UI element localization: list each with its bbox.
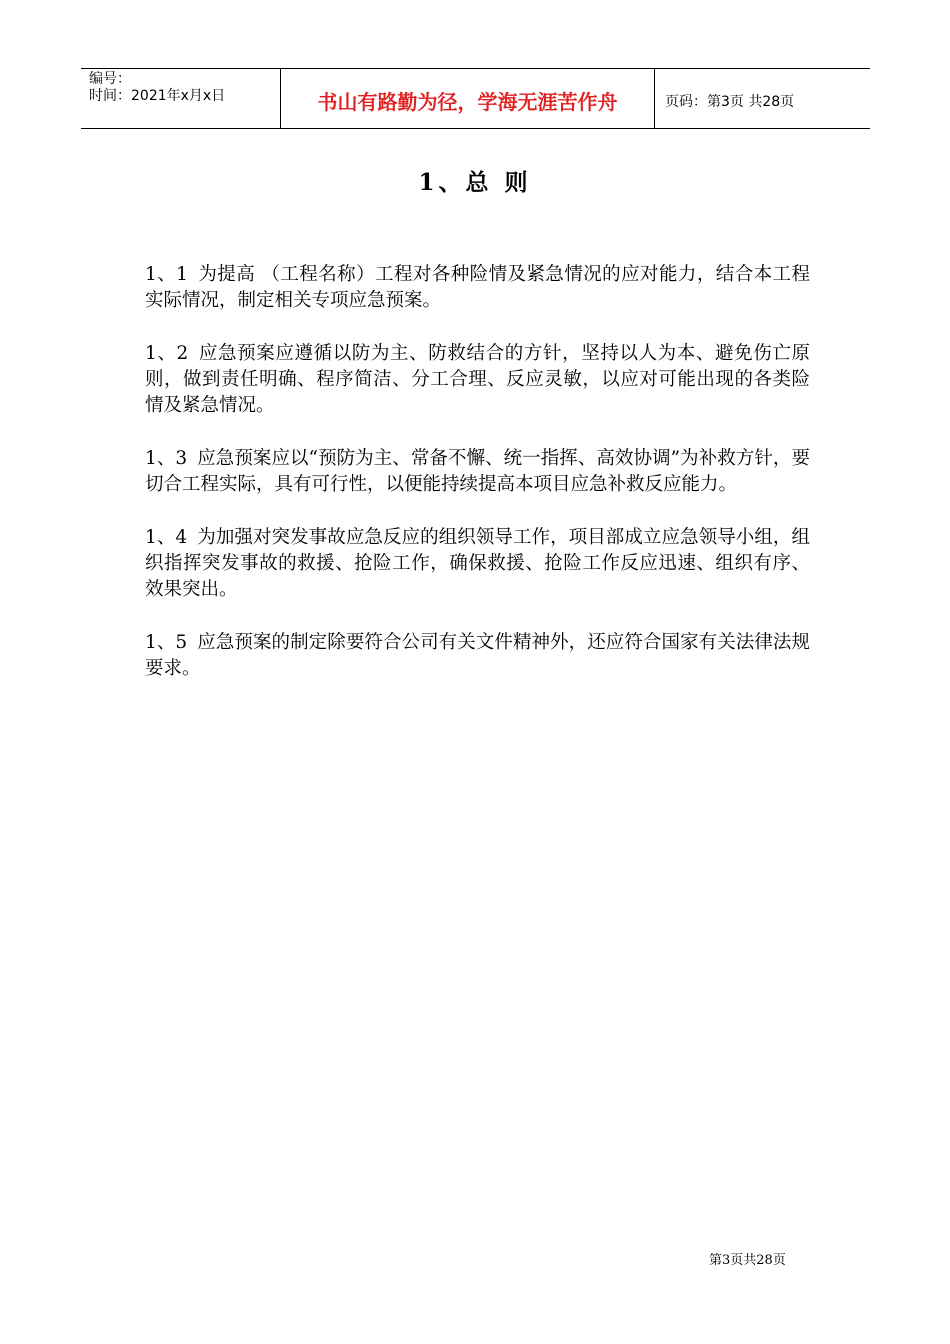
- section-paragraph: [145, 525, 810, 603]
- section-paragraph: [145, 262, 810, 314]
- header-page-label: 页码：第3页 共28页: [665, 93, 795, 110]
- section-text: 应急预案应遵循以防为主、防救结合的方针，坚持以人为本、避免伤亡原则，做到责任明确、程序简洁、分工合理、反应灵敏，以应对可能出现的各类险情及紧急情况。: [145, 343, 810, 416]
- section-text: 为加强对突发事故应急反应的组织领导工作，项目部成立应急领导小组，组织指挥突发事故的救援、抢险工作，确保救援、抢险工作反应迅速、组织有序、效果突出。: [145, 527, 810, 600]
- section-text: 应急预案的制定除要符合公司有关文件精神外，还应符合国家有关法律法规要求。: [145, 632, 810, 679]
- section-text: 为提高 （工程名称）工程对各种险情及紧急情况的应对能力，结合本工程实际情况，制定相关专项应急预案。: [145, 264, 810, 311]
- number-label: 编号：: [89, 71, 131, 87]
- section-number: 1、1: [145, 264, 188, 285]
- section-paragraph: [145, 630, 810, 682]
- section-paragraph: [145, 446, 810, 498]
- page-footer: 第3页共28页: [709, 1253, 786, 1268]
- section-text: 应急预案应以“预防为主、常备不懈、统一指挥、高效协调”为补救方针，要切合工程实际，具有可行性，以便能持续提高本项目应急补救反应能力。: [145, 448, 810, 495]
- document-body: [145, 262, 810, 709]
- section-number: 1、5: [145, 632, 188, 653]
- header-motto: 书山有路勤为径，学海无涯苦作舟: [281, 69, 655, 128]
- section-number: 1、4: [145, 527, 188, 548]
- time-label: 时间：2021年x月x日: [89, 88, 226, 104]
- header-meta: [81, 69, 281, 128]
- page-header: [81, 68, 870, 129]
- section-number: 1、3: [145, 448, 188, 469]
- section-paragraph: [145, 341, 810, 419]
- section-number: 1、2: [145, 343, 189, 364]
- document-title: 1、总 则: [418, 169, 532, 196]
